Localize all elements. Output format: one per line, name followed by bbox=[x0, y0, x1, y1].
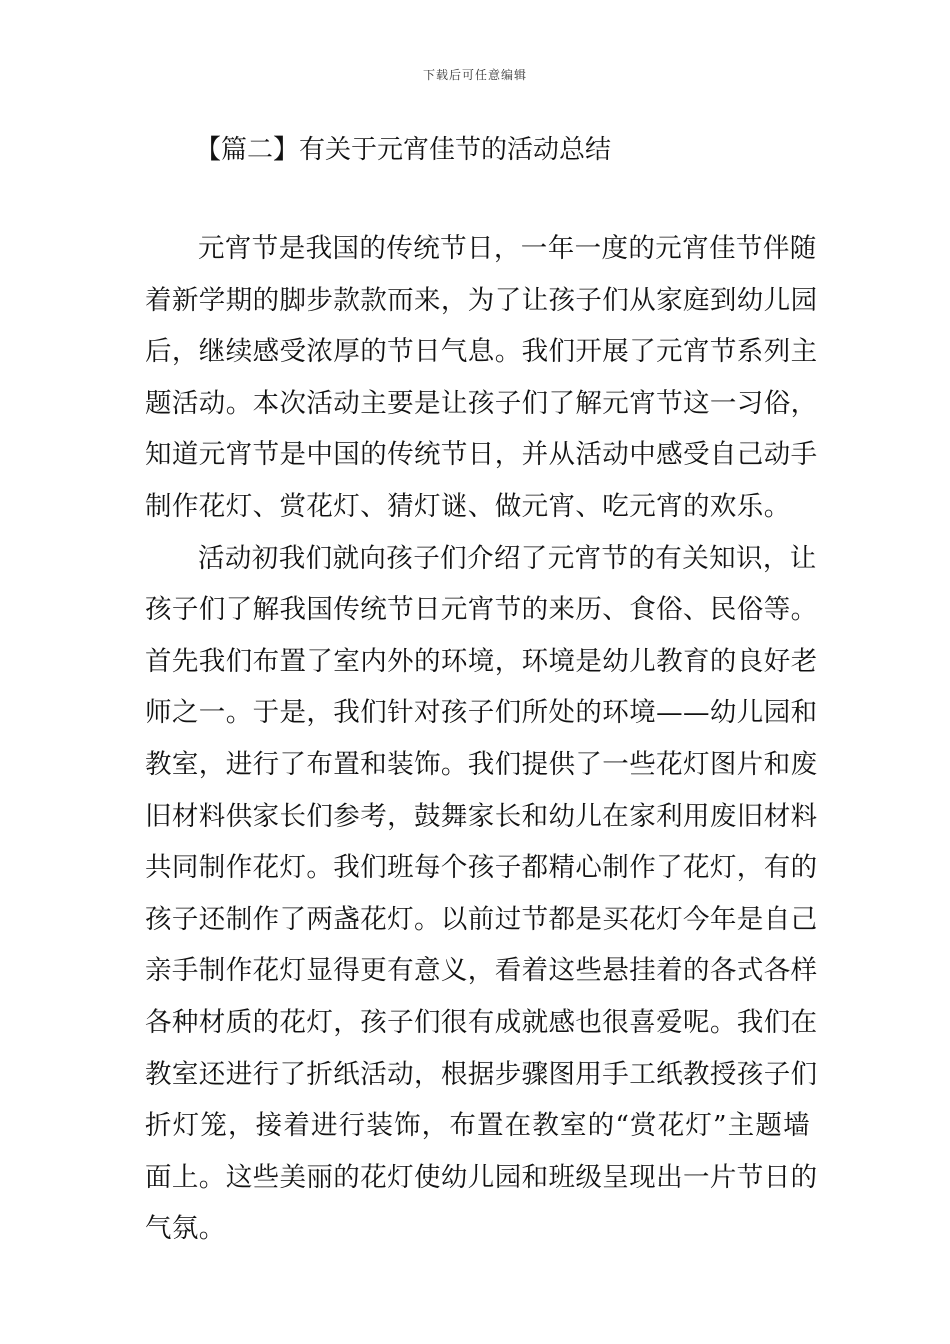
paragraph-2-line-7: 共同制作花灯。我们班每个孩子都精心制作了花灯，有的 bbox=[145, 852, 818, 884]
paragraph-2-line-13: 面上。这些美丽的花灯使幼儿园和班级呈现出一片节日的 bbox=[145, 1161, 818, 1193]
paragraph-1-line-4: 题活动。本次活动主要是让孩子们了解元宵节这一习俗， bbox=[145, 387, 818, 419]
paragraph-2-line-10: 各种材质的花灯，孩子们很有成就感也很喜爱呢。我们在 bbox=[145, 1006, 818, 1038]
paragraph-2-line-6: 旧材料供家长们参考，鼓舞家长和幼儿在家利用废旧材料 bbox=[145, 800, 818, 832]
paragraph-1-line-5: 知道元宵节是中国的传统节日，并从活动中感受自己动手 bbox=[145, 439, 818, 471]
header-note: 下载后可任意编辑 bbox=[422, 68, 527, 82]
paragraph-2-line-12: 折灯笼，接着进行装饰，布置在教室的“赏花灯”主题墙 bbox=[145, 1110, 810, 1142]
document-title: 【篇二】有关于元宵佳节的活动总结 bbox=[195, 135, 612, 165]
paragraph-2-line-1: 活动初我们就向孩子们介绍了元宵节的有关知识，让 bbox=[198, 542, 817, 574]
paragraph-2-line-5: 教室，进行了布置和装饰。我们提供了一些花灯图片和废 bbox=[145, 748, 818, 780]
paragraph-2-line-3: 首先我们布置了室内外的环境，环境是幼儿教育的良好老 bbox=[145, 645, 818, 677]
paragraph-1-line-2: 着新学期的脚步款款而来，为了让孩子们从家庭到幼儿园 bbox=[145, 284, 818, 316]
paragraph-2-line-2: 孩子们了解我国传统节日元宵节的来历、食俗、民俗等。 bbox=[145, 594, 818, 626]
paragraph-1-line-6: 制作花灯、赏花灯、猜灯谜、做元宵、吃元宵的欢乐。 bbox=[145, 490, 791, 522]
document-body bbox=[145, 230, 818, 1262]
paragraph-2-line-14: 气氛。 bbox=[145, 1213, 226, 1245]
paragraph-1-line-1: 元宵节是我国的传统节日，一年一度的元宵佳节伴随 bbox=[198, 233, 817, 264]
paragraph-2-line-8: 孩子还制作了两盏花灯。以前过节都是买花灯今年是自己 bbox=[145, 903, 818, 935]
paragraph-2-line-11: 教室还进行了折纸活动，根据步骤图用手工纸教授孩子们 bbox=[145, 1058, 818, 1090]
paragraph-2-line-4: 师之一。于是，我们针对孩子们所处的环境——幼儿园和 bbox=[145, 697, 818, 729]
paragraph-2-line-9: 亲手制作花灯显得更有意义，看着这些悬挂着的各式各样 bbox=[145, 955, 818, 987]
paragraph-1-line-3: 后，继续感受浓厚的节日气息。我们开展了元宵节系列主 bbox=[145, 336, 818, 368]
